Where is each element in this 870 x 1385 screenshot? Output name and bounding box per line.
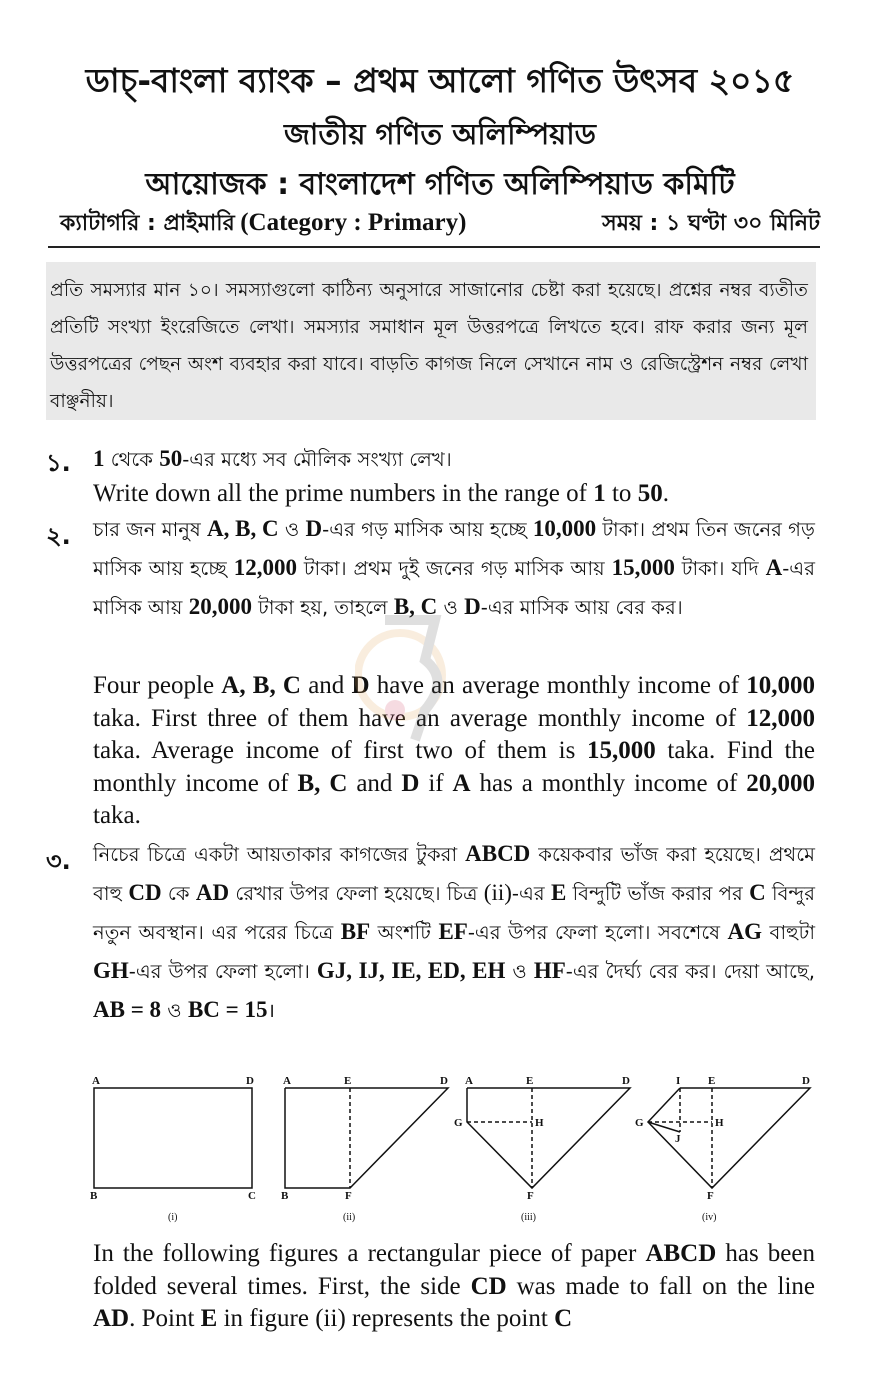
figure-iii [467, 1088, 630, 1188]
fig3-label-f: F [527, 1190, 534, 1202]
problem-2-bn: চার জন মানুষ A, B, C ও D-এর গড় মাসিক আয় হচ্ছে 10,000 টাকা। প্রথম তিন জনের গড় মাসিক আয় হচ্ছে 12,000 টাকা। প্রথম দুই জনের গড় মাসিক আয় 15,000 টাকা। যদি A-এর মাসিক আয় 20,000 টাকা হয়, তাহলে B, C ও D-এর মাসিক আয় বের কর। [93, 516, 815, 619]
fig4-label-d: D [802, 1075, 810, 1087]
category-line [60, 206, 820, 243]
fig4-label-e: E [708, 1075, 716, 1087]
figure-i [94, 1088, 252, 1188]
folding-figures [80, 1070, 820, 1230]
fig4-label-f: F [707, 1190, 714, 1202]
fig2-label-b: B [281, 1190, 289, 1202]
figure-iv [648, 1088, 810, 1188]
fig3-caption: (iii) [521, 1212, 536, 1223]
problem-3-number: ৩. [46, 847, 71, 875]
problem-1-en: Write down all the prime numbers in the range of 1 to 50. [93, 480, 669, 507]
fig1-caption: (i) [168, 1212, 178, 1223]
fig4-label-i: I [676, 1075, 681, 1087]
problem-1-number: ১. [46, 449, 71, 477]
fig3-label-h: H [535, 1117, 544, 1129]
category-en: (Category : Primary) [240, 209, 467, 236]
category-bn: ক্যাটাগরি : প্রাইমারি [60, 211, 235, 236]
fig1-label-a: A [92, 1075, 100, 1087]
fig1-label-d: D [246, 1075, 254, 1087]
fig4-label-h: H [715, 1117, 724, 1129]
fig4-label-g: G [635, 1117, 644, 1129]
exam-subtitle: জাতীয় গণিত অলিম্পিয়াড [283, 117, 597, 151]
fig3-label-g: G [454, 1117, 463, 1129]
figure-ii [285, 1088, 448, 1188]
exam-title: ডাচ্-বাংলা ব্যাংক – প্রথম আলো গণিত উৎসব ২০১৫ [85, 61, 795, 100]
time-limit: সময় : ১ ঘণ্টা ৩০ মিনিট [602, 211, 820, 236]
fig3-label-d: D [622, 1075, 630, 1087]
fig1-label-b: B [90, 1190, 98, 1202]
problem-2-en: Four people A, B, C and D have an average monthly income of 10,000 taka. First three of them have an average monthly income of 12,000 taka. Average income of first two of them is 15,000 taka. Find the monthly income of B, C and D if A has a monthly income of 20,000 taka. [93, 672, 815, 829]
organizer-line: আয়োজক : বাংলাদেশ গণিত অলিম্পিয়াড কমিটি [145, 167, 735, 202]
problem-1-bn: 1 থেকে 50-এর মধ্যে সব মৌলিক সংখ্যা লেখ। [93, 446, 452, 471]
fig2-label-d: D [440, 1075, 448, 1087]
header-divider [48, 246, 820, 248]
watermark-logo [355, 600, 465, 750]
instructions-box [46, 262, 816, 420]
fig2-caption: (ii) [343, 1212, 356, 1223]
problem-3-en: In the following figures a rectangular piece of paper ABCD has been folded several times. First, the side CD was made to fall on the line AD. Point E in figure (ii) represents the point C [93, 1240, 816, 1332]
problem-3-bn: নিচের চিত্রে একটা আয়তাকার কাগজের টুকরা ABCD কয়েকবার ভাঁজ করা হয়েছে। প্রথমে বাহু CD কে AD রেখার উপর ফেলা হয়েছে। চিত্র (ii)-এর E বিন্দুটি ভাঁজ করার পর C বিন্দুর নতুন অবস্থান। এর পরের চিত্রে BF অংশটি EF-এর উপর ফেলা হলো। সবশেষে AG বাহুটা GH-এর উপর ফেলা হলো। GJ, IJ, IE, ED, EH ও HF-এর দৈর্ঘ্য বের কর। দেয়া আছে, AB = 8 ও BC = 15। [93, 841, 816, 1022]
problem-2-number: ২. [46, 522, 71, 550]
fig2-label-e: E [344, 1075, 352, 1087]
fig3-label-a: A [465, 1075, 473, 1087]
fig1-label-c: C [248, 1190, 256, 1202]
fig4-caption: (iv) [702, 1212, 717, 1223]
fig2-label-a: A [283, 1075, 291, 1087]
fig2-label-f: F [345, 1190, 352, 1202]
instructions-text: প্রতি সমস্যার মান ১০। সমস্যাগুলো কাঠিন্য অনুসারে সাজানোর চেষ্টা করা হয়েছে। প্রশ্নের নম্বর ব্যতীত প্রতিটি সংখ্যা ইংরেজিতে লেখা। সমস্যার সমাধান মূল উত্তরপত্রে লিখতে হবে। রাফ করার জন্য মূল উত্তরপত্রের পেছন অংশ ব্যবহার করা যাবে। বাড়তি কাগজ নিলে সেখানে নাম ও রেজিস্ট্রেশন নম্বর লেখা বাঞ্ছনীয়। [50, 280, 808, 412]
fig4-label-j: J [675, 1133, 681, 1145]
fig3-label-e: E [526, 1075, 534, 1087]
